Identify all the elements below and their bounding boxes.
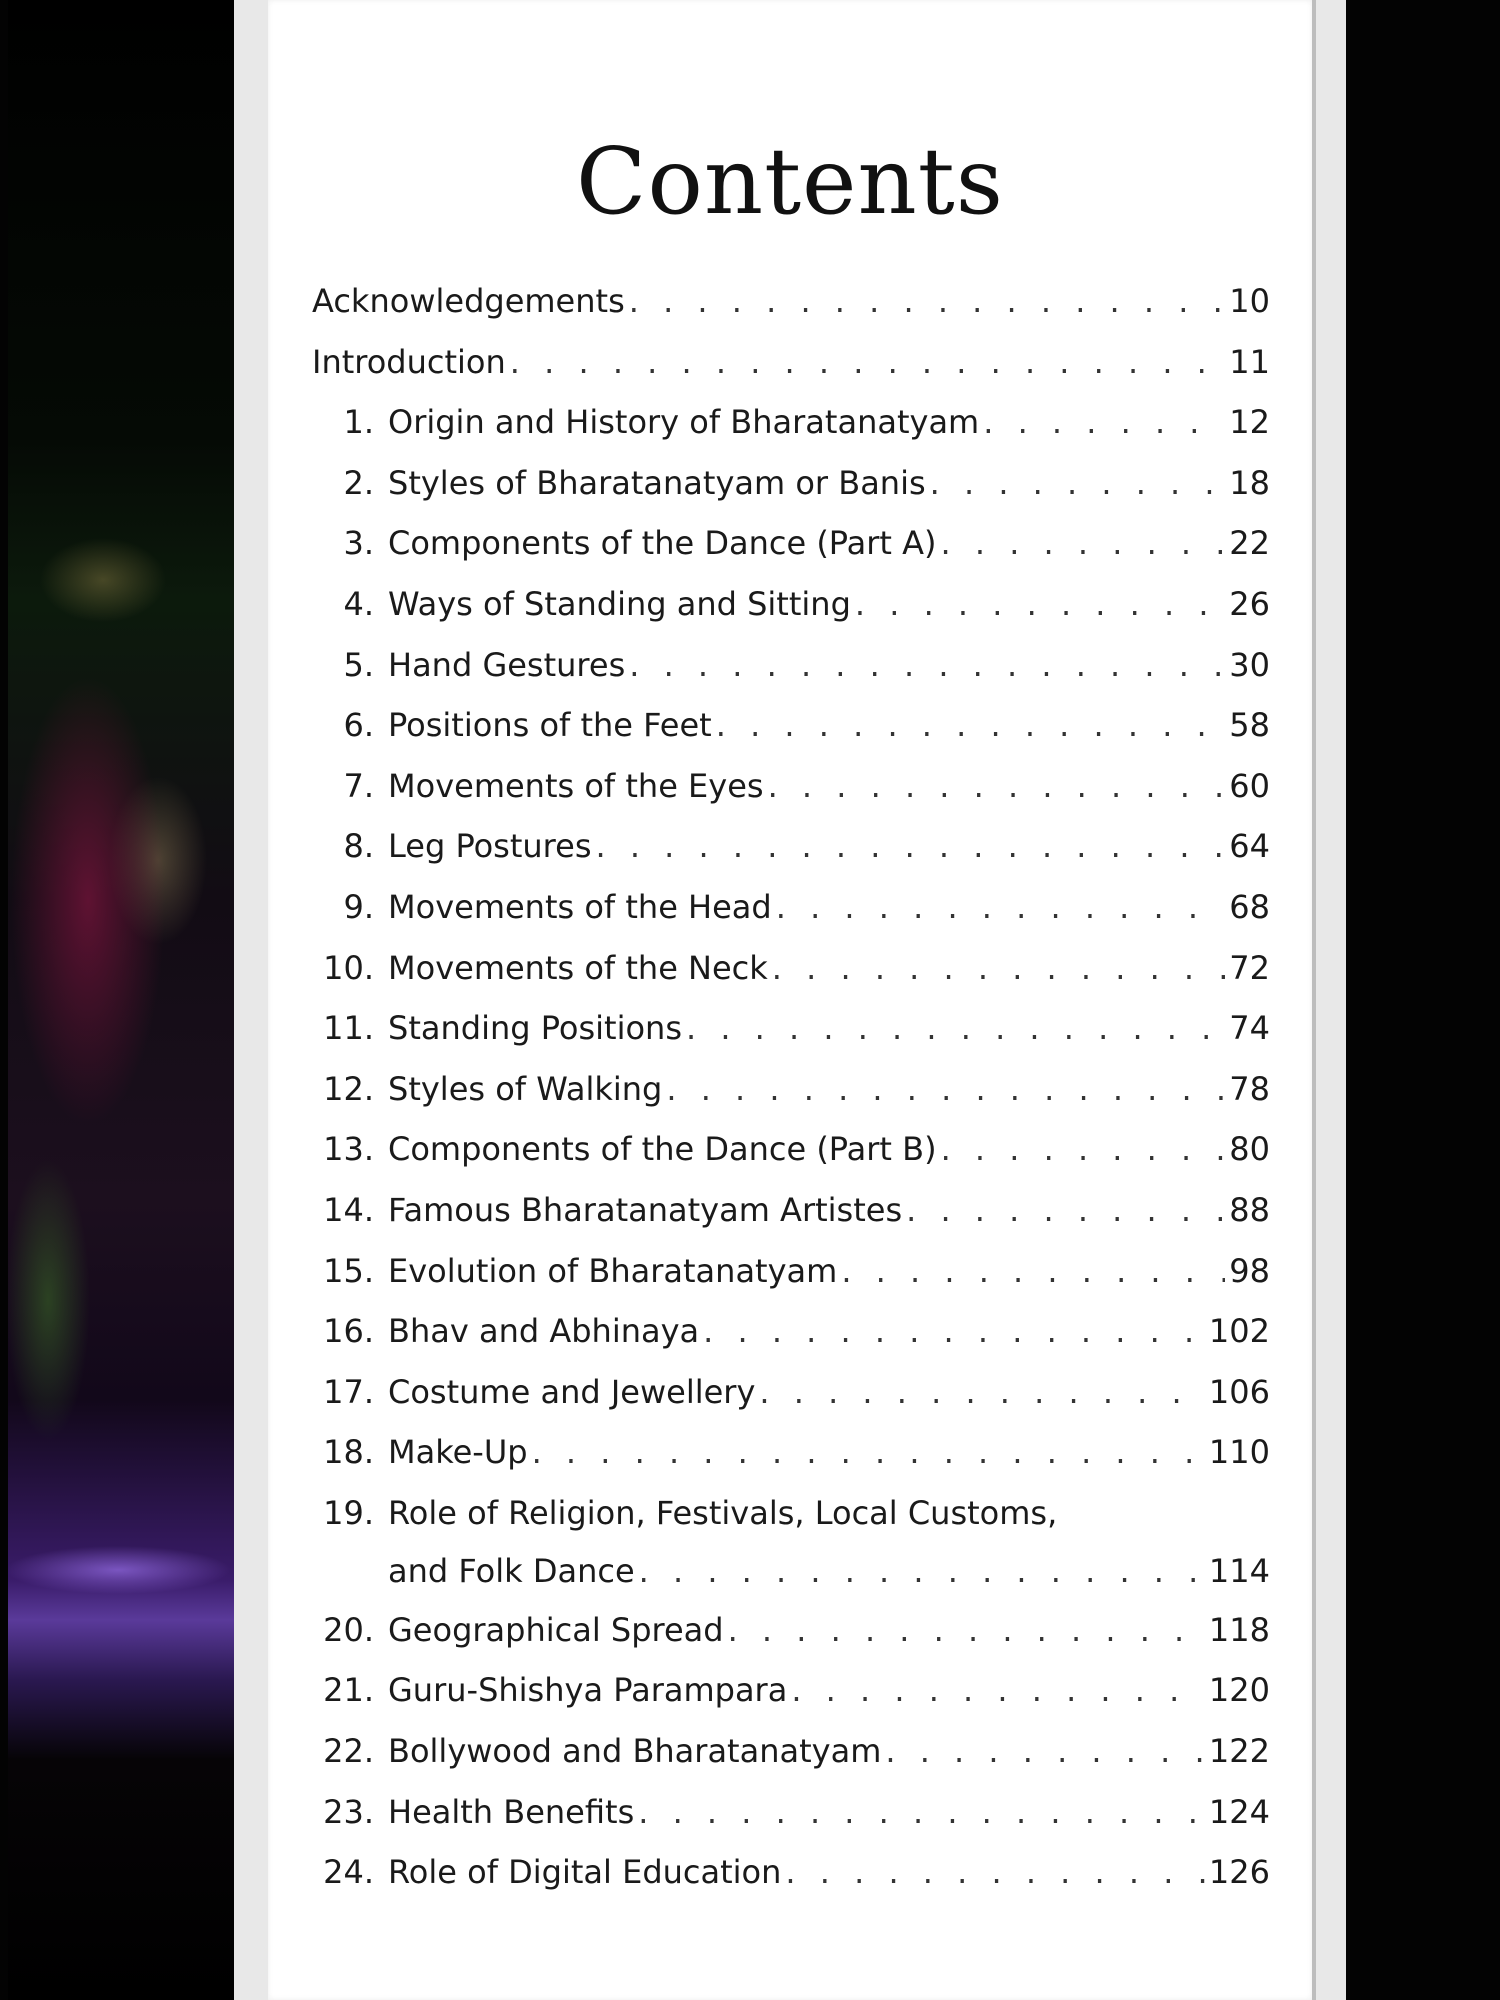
entry-number: 19.: [323, 1493, 374, 1532]
entry-number: 14.: [323, 1190, 374, 1229]
entry-line: [388, 585, 1270, 623]
entry-page-number: 12: [1229, 403, 1270, 442]
entry-number: 3.: [343, 524, 374, 563]
entry-page-number: 120: [1208, 1671, 1270, 1710]
dot-leader: [703, 1312, 1205, 1350]
toc-entry: [312, 1118, 1270, 1179]
entry-page-number: 114: [1208, 1551, 1270, 1590]
table-of-contents: [312, 270, 1270, 1902]
entry-page-number: 30: [1229, 645, 1270, 684]
entry-title: Bhav and Abhinaya: [388, 1312, 700, 1351]
entry-line: [388, 1671, 1270, 1709]
toc-entry: [312, 1058, 1270, 1119]
dot-leader: [716, 706, 1226, 744]
dot-leader: [666, 1070, 1225, 1108]
toc-entry: [312, 634, 1270, 695]
entry-number: 7.: [343, 766, 374, 805]
entry-line: [388, 1373, 1270, 1411]
page-edge: [1312, 0, 1316, 2000]
dot-leader: [595, 827, 1225, 865]
entry-title: Health Benefits: [388, 1792, 635, 1831]
toc-entry: [312, 755, 1270, 816]
entry-number: 11.: [323, 1009, 374, 1048]
dot-leader: [772, 949, 1225, 987]
entry-line: [388, 646, 1270, 684]
dancer-photo: [8, 0, 238, 2000]
entry-title: Famous Bharatanatyam Artistes: [388, 1190, 903, 1229]
toc-entry: [312, 1659, 1270, 1720]
entry-number: 18.: [323, 1433, 374, 1472]
dot-leader: [768, 767, 1226, 805]
entry-title: Guru-Shishya Parampara: [388, 1671, 788, 1710]
entry-number: 1.: [343, 403, 374, 442]
entry-title: Origin and History of Bharatanatyam: [388, 403, 980, 442]
entry-line: [388, 1552, 1270, 1590]
entry-page-number: 102: [1208, 1312, 1270, 1351]
entry-line: [388, 403, 1270, 441]
entry-title: Acknowledgements: [312, 282, 625, 320]
entry-number: 12.: [323, 1069, 374, 1108]
entry-line: [388, 1611, 1270, 1649]
toc-entry: [312, 331, 1270, 392]
entry-title: Styles of Walking: [388, 1069, 663, 1108]
entry-number: 23.: [323, 1792, 374, 1831]
entry-line: [388, 524, 1270, 562]
entry-page-number: 110: [1208, 1433, 1270, 1472]
entry-number: 10.: [323, 948, 374, 987]
entry-line: [388, 767, 1270, 805]
entry-number: 4.: [343, 584, 374, 623]
dot-leader: [906, 1191, 1225, 1229]
toc-entry: [312, 1361, 1270, 1422]
dot-leader: [638, 1793, 1205, 1831]
entry-number: 24.: [323, 1853, 374, 1892]
dot-leader: [791, 1671, 1205, 1709]
entry-title: Bollywood and Bharatanatyam: [388, 1732, 882, 1771]
entry-title: Movements of the Head: [388, 887, 772, 926]
entry-title: Styles of Bharatanatyam or Banis: [388, 463, 926, 502]
entry-title: Movements of the Eyes: [388, 766, 764, 805]
dot-leader: [855, 585, 1225, 623]
entry-number: 15.: [323, 1251, 374, 1290]
entry-page-number: 58: [1229, 706, 1270, 745]
entry-title: Hand Gestures: [388, 645, 626, 684]
entry-number: 22.: [323, 1732, 374, 1771]
entry-line: [388, 1793, 1270, 1831]
dot-leader: [841, 1252, 1225, 1290]
entry-number: 21.: [323, 1671, 374, 1710]
entry-page-number: 26: [1229, 584, 1270, 623]
entry-page-number: 78: [1229, 1069, 1270, 1108]
entry-title: Geographical Spread: [388, 1610, 724, 1649]
toc-entry: [312, 452, 1270, 513]
entry-line: [388, 1433, 1270, 1471]
entry-number: 16.: [323, 1312, 374, 1351]
entry-line: [388, 1312, 1270, 1350]
entry-title: Leg Postures: [388, 827, 592, 866]
toc-entry: [312, 694, 1270, 755]
dot-leader: [983, 403, 1225, 441]
entry-page-number: 106: [1208, 1372, 1270, 1411]
entry-page-number: 122: [1208, 1732, 1270, 1771]
page-title: Contents: [576, 128, 1004, 235]
toc-entry: [312, 937, 1270, 998]
entry-number: 13.: [323, 1130, 374, 1169]
entry-page-number: 124: [1208, 1792, 1270, 1831]
entry-number: 6.: [343, 706, 374, 745]
dot-leader: [759, 1373, 1205, 1411]
dot-leader: [776, 888, 1226, 926]
dot-leader: [885, 1732, 1205, 1770]
entry-line: [388, 706, 1270, 744]
dot-leader: [629, 646, 1225, 684]
entry-page-number: 10: [1229, 282, 1270, 320]
entry-number: 9.: [343, 887, 374, 926]
entry-page-number: 68: [1229, 887, 1270, 926]
entry-title: Costume and Jewellery: [388, 1372, 756, 1411]
dot-leader: [510, 343, 1226, 381]
entry-line: [388, 1130, 1270, 1168]
entry-line: [388, 1191, 1270, 1229]
entry-line: [312, 343, 1270, 381]
dot-leader: [728, 1611, 1205, 1649]
entry-page-number: 98: [1229, 1251, 1270, 1290]
toc-entry: [312, 876, 1270, 937]
entry-title: Make-Up: [388, 1433, 528, 1472]
toc-entry: [312, 1781, 1270, 1842]
entry-page-number: 18: [1229, 463, 1270, 502]
toc-entry: [312, 1300, 1270, 1361]
entry-page-number: 64: [1229, 827, 1270, 866]
toc-entry: [312, 1841, 1270, 1902]
entry-page-number: 60: [1229, 766, 1270, 805]
toc-entry: [312, 1240, 1270, 1301]
entry-page-number: 118: [1208, 1610, 1270, 1649]
entry-page-number: 11: [1229, 342, 1270, 381]
toc-entry: [312, 1482, 1270, 1599]
entry-title: Movements of the Neck: [388, 948, 768, 987]
toc-entry: [312, 573, 1270, 634]
toc-entry: [312, 815, 1270, 876]
entry-title: Standing Positions: [388, 1009, 682, 1048]
toc-entry: [312, 997, 1270, 1058]
entry-number: 5.: [343, 645, 374, 684]
entry-page-number: 22: [1229, 524, 1270, 563]
dot-leader: [930, 464, 1226, 502]
entry-page-number: 88: [1229, 1190, 1270, 1229]
entry-page-number: 72: [1229, 948, 1270, 987]
toc-entry: [312, 512, 1270, 573]
entry-number: 17.: [323, 1372, 374, 1411]
dot-leader: [686, 1009, 1225, 1047]
entry-line: [388, 1252, 1270, 1290]
entry-number: 20.: [323, 1610, 374, 1649]
toc-entry: [312, 1599, 1270, 1660]
entry-title: Positions of the Feet: [388, 706, 712, 745]
entry-number: 8.: [343, 827, 374, 866]
toc-entry: [312, 1421, 1270, 1482]
toc-entry: [312, 1179, 1270, 1240]
entry-line: [388, 464, 1270, 502]
dot-leader: [941, 524, 1226, 562]
entry-line: [388, 1853, 1270, 1891]
dot-leader: [639, 1552, 1205, 1590]
entry-page-number: 80: [1229, 1130, 1270, 1169]
entry-line: [388, 1009, 1270, 1047]
entry-title: Components of the Dance (Part A): [388, 524, 937, 563]
entry-title: Evolution of Bharatanatyam: [388, 1251, 838, 1290]
entry-line: [388, 888, 1270, 926]
dot-leader: [785, 1853, 1205, 1891]
entry-title: Introduction: [312, 342, 506, 381]
dot-leader: [629, 282, 1226, 320]
entry-page-number: 74: [1229, 1009, 1270, 1048]
entry-page-number: 126: [1208, 1853, 1270, 1892]
entry-title: Components of the Dance (Part B): [388, 1130, 937, 1169]
dot-leader: [941, 1130, 1226, 1168]
entry-title-line1: Role of Religion, Festivals, Local Customs,: [388, 1493, 1058, 1532]
toc-entry: [312, 1720, 1270, 1781]
toc-entry: [312, 391, 1270, 452]
toc-entry: [312, 270, 1270, 331]
entry-line: [388, 827, 1270, 865]
stage-light: [8, 1530, 238, 1610]
entry-line: [388, 1070, 1270, 1108]
entry-line: [388, 949, 1270, 987]
entry-title: Role of Digital Education: [388, 1853, 782, 1892]
entry-title: Ways of Standing and Sitting: [388, 584, 851, 623]
entry-title: and Folk Dance: [388, 1551, 635, 1590]
entry-line: [388, 1732, 1270, 1770]
dot-leader: [532, 1433, 1205, 1471]
entry-line: [312, 282, 1270, 320]
entry-number: 2.: [343, 463, 374, 502]
